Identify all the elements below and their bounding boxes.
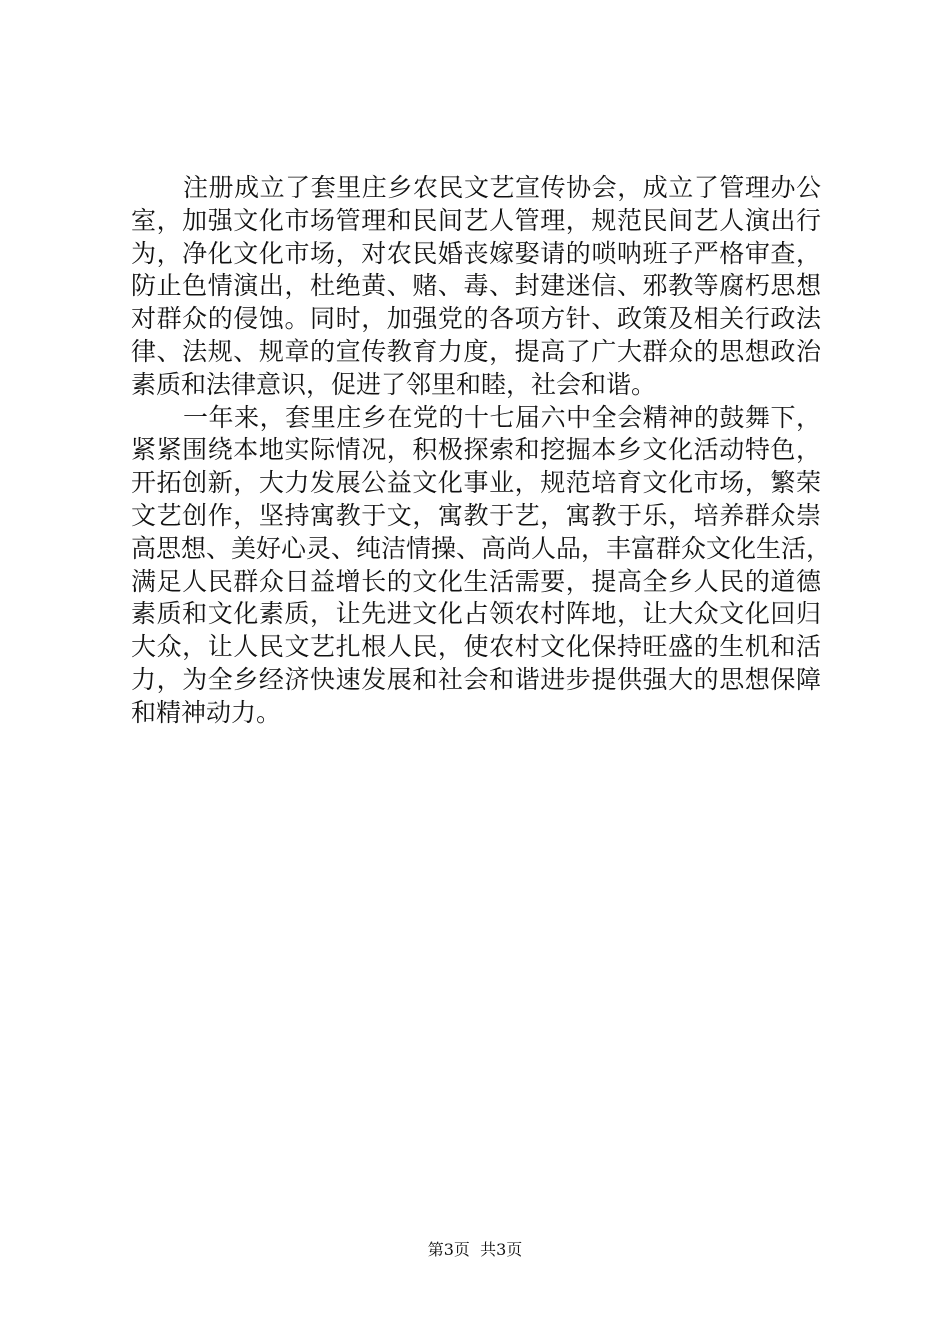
paragraph-2-line-10: 和精神动力。 bbox=[131, 697, 282, 727]
paragraph-1-line-3: 为，净化文化市场，对农民婚丧嫁娶请的唢呐班子严格审查， bbox=[131, 238, 821, 268]
paragraph-2-line-2: 紧紧围绕本地实际情况，积极探索和挖掘本乡文化活动特色， bbox=[131, 435, 821, 465]
paragraph-2-line-9: 力，为全乡经济快速发展和社会和谐进步提供强大的思想保障 bbox=[131, 664, 821, 694]
paragraph-1-line-5: 对群众的侵蚀。同时，加强党的各项方针、政策及相关行政法 bbox=[131, 304, 821, 334]
paragraph-1-line-7: 素质和法律意识，促进了邻里和睦，社会和谐。 bbox=[131, 369, 657, 399]
paragraph-1-line-6: 律、法规、规章的宣传教育力度，提高了广大群众的思想政治 bbox=[131, 336, 821, 366]
paragraph-2-line-4: 文艺创作，坚持寓教于文，寓教于艺，寓教于乐，培养群众崇 bbox=[131, 500, 821, 530]
paragraph-2-line-1: 一年来，套里庄乡在党的十七届六中全会精神的鼓舞下， bbox=[183, 402, 821, 432]
page-number-label: 第3页 bbox=[427, 1240, 470, 1259]
paragraph-2-line-6: 满足人民群众日益增长的文化生活需要，提高全乡人民的道德 bbox=[131, 566, 821, 596]
paragraph-2-line-5: 高思想、美好心灵、纯洁情操、高尚人品，丰富群众文化生活， bbox=[131, 533, 832, 563]
total-pages-label: 共3页 bbox=[480, 1240, 523, 1259]
paragraph-2-line-7: 素质和文化素质，让先进文化占领农村阵地，让大众文化回归 bbox=[131, 599, 821, 629]
footer-spacer bbox=[470, 1240, 480, 1259]
paragraph-2-line-8: 大众，让人民文艺扎根人民，使农村文化保持旺盛的生机和活 bbox=[131, 632, 821, 662]
paragraph-1-line-4: 防止色情演出，杜绝黄、赌、毒、封建迷信、邪教等腐朽思想 bbox=[131, 271, 821, 301]
paragraph-2-line-3: 开拓创新，大力发展公益文化事业，规范培育文化市场，繁荣 bbox=[131, 468, 821, 498]
document-body bbox=[131, 172, 832, 730]
paragraph-1-line-2: 室，加强文化市场管理和民间艺人管理，规范民间艺人演出行 bbox=[131, 205, 821, 235]
page-footer bbox=[0, 1240, 950, 1260]
paragraph-1-line-1: 注册成立了套里庄乡农民文艺宣传协会，成立了管理办公 bbox=[183, 173, 821, 202]
